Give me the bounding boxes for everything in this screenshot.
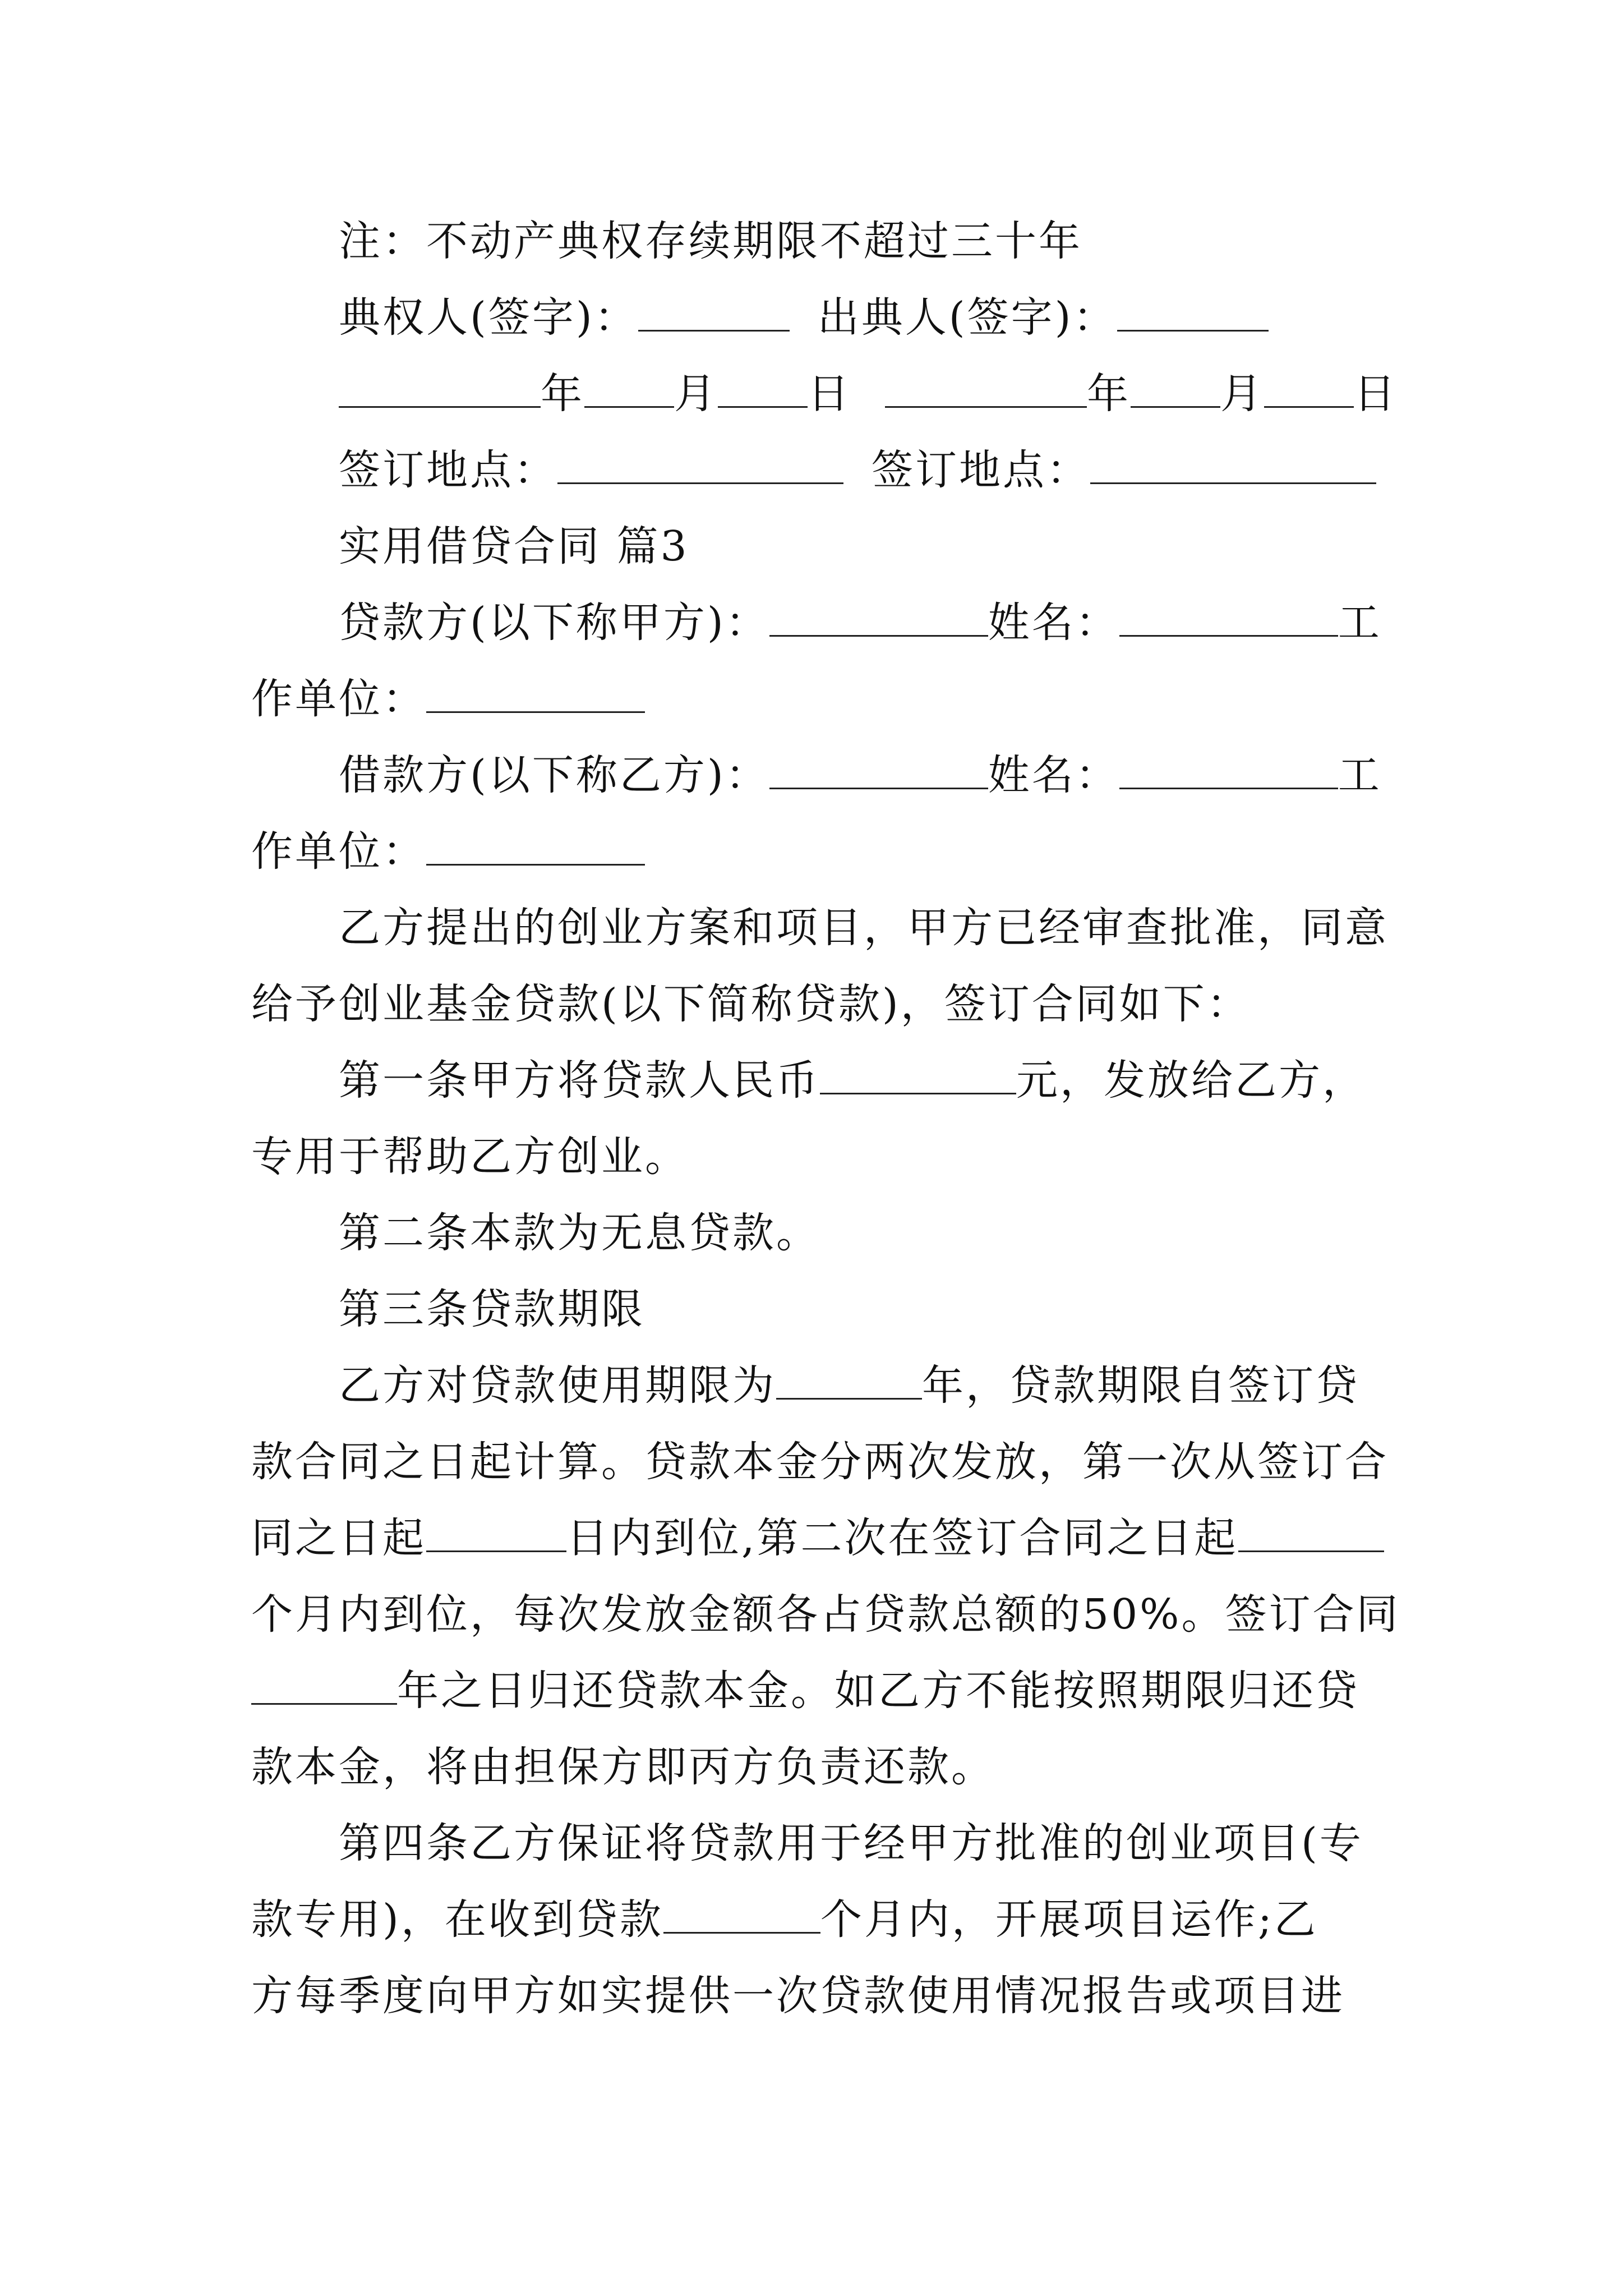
article-4-line-2 <box>251 1892 1384 1948</box>
first-release-days-blank[interactable] <box>426 1516 566 1552</box>
section-title <box>339 518 1384 574</box>
borrower-blank[interactable] <box>769 753 988 789</box>
art3-text-5b: 年之日归还贷款本金。如乙方不能按照期限归还贷 <box>397 1667 1359 1715</box>
art1-text-a: 第一条甲方将贷款人民币 <box>339 1056 820 1105</box>
section-title-text: 实用借贷合同 篇3 <box>339 522 689 570</box>
date-year-label-1: 年 <box>541 370 584 418</box>
borrower-name-label: 姓名： <box>988 751 1119 799</box>
lender-work-blank[interactable] <box>426 677 645 713</box>
lender-work-unit-a: 工 <box>1338 599 1382 647</box>
note-text: 注：不动产典权存续期限不超过三十年 <box>339 217 1082 265</box>
article-4-line-1 <box>339 1815 1384 1871</box>
place-label-2: 签订地点： <box>872 446 1090 494</box>
place-blank-1[interactable] <box>557 448 843 484</box>
holder-sign-blank[interactable] <box>638 295 790 332</box>
second-release-months-blank[interactable] <box>1238 1516 1384 1552</box>
lender-work-line <box>251 671 1384 727</box>
loan-amount-blank[interactable] <box>820 1058 1016 1094</box>
art3-title-text: 第三条贷款期限 <box>339 1285 645 1333</box>
article-3-line-6 <box>251 1739 1384 1795</box>
article-3-line-5 <box>251 1663 1384 1719</box>
art4-text-1: 第四条乙方保证将贷款用于经甲方批准的创业项目(专 <box>339 1819 1363 1867</box>
borrower-line <box>339 747 1384 803</box>
art3-text-2: 款合同之日起计算。贷款本金分两次发放，第一次从签订合 <box>251 1438 1389 1486</box>
date-day-label-1: 日 <box>808 370 851 418</box>
art1-text-b: 元，发放给乙方， <box>1016 1056 1366 1105</box>
art4-text-2a: 款专用)，在收到贷款 <box>251 1895 663 1944</box>
art3-text-3b: 日内到位,第二次在签订合同之日起 <box>566 1514 1238 1562</box>
intro-text-2: 给予创业基金贷款(以下简称贷款)，签订合同如下： <box>251 980 1251 1028</box>
intro-line-1 <box>339 900 1389 956</box>
article-1-line-1 <box>339 1052 1384 1108</box>
lender-work-unit-b: 作单位： <box>251 675 426 723</box>
article-3-line-2 <box>251 1434 1389 1490</box>
borrower-work-unit-a: 工 <box>1338 751 1382 799</box>
date-month-label-1: 月 <box>674 370 718 418</box>
art1-text-c: 专用于帮助乙方创业。 <box>251 1133 689 1181</box>
lender-label: 贷款方(以下称甲方)： <box>339 599 769 647</box>
art4-text-3: 方每季度向甲方如实提供一次贷款使用情况报告或项目进 <box>251 1972 1345 2020</box>
lender-line <box>339 595 1384 651</box>
date-day-blank-1[interactable] <box>718 371 808 408</box>
borrower-name-blank[interactable] <box>1119 753 1338 789</box>
article-1-line-2 <box>251 1129 1384 1185</box>
repay-years-blank[interactable] <box>251 1668 397 1705</box>
date-year-blank-1[interactable] <box>339 371 541 408</box>
art2-text: 第二条本款为无息贷款。 <box>339 1209 820 1257</box>
date-month-label-2: 月 <box>1220 370 1264 418</box>
article-4-line-3 <box>251 1968 1384 2024</box>
borrower-work-line <box>251 823 1384 880</box>
date-month-blank-2[interactable] <box>1131 371 1220 408</box>
borrower-label: 借款方(以下称乙方)： <box>339 751 769 799</box>
lender-name-label: 姓名： <box>988 599 1119 647</box>
pledgor-sign-label: 出典人(签字)： <box>817 293 1117 342</box>
art3-text-4: 个月内到位，每次发放金额各占贷款总额的50%。签订合同 <box>251 1590 1400 1639</box>
signature-line <box>339 289 1384 346</box>
place-label-1: 签订地点： <box>339 446 557 494</box>
date-month-blank-1[interactable] <box>584 371 674 408</box>
borrower-work-unit-b: 作单位： <box>251 827 426 876</box>
holder-sign-label: 典权人(签字)： <box>339 293 638 342</box>
article-3-line-4 <box>251 1586 1400 1642</box>
note-line <box>339 213 1384 269</box>
place-line <box>339 442 1384 498</box>
place-blank-2[interactable] <box>1090 448 1376 484</box>
date-day-label-2: 日 <box>1354 370 1398 418</box>
art3-text-1b: 年，贷款期限自签订贷 <box>922 1361 1359 1410</box>
article-3-title <box>339 1281 1384 1337</box>
lender-blank[interactable] <box>769 600 988 637</box>
lender-name-blank[interactable] <box>1119 600 1338 637</box>
project-start-months-blank[interactable] <box>663 1897 820 1934</box>
article-3-line-3 <box>251 1510 1384 1566</box>
date-day-blank-2[interactable] <box>1264 371 1354 408</box>
intro-line-2 <box>251 976 1384 1032</box>
intro-text-1: 乙方提出的创业方案和项目，甲方已经审查批准，同意 <box>339 904 1389 952</box>
article-3-line-1 <box>339 1358 1384 1414</box>
pledgor-sign-blank[interactable] <box>1117 295 1269 332</box>
art4-text-2b: 个月内，开展项目运作;乙 <box>820 1895 1318 1944</box>
date-year-label-2: 年 <box>1087 370 1131 418</box>
date-year-blank-2[interactable] <box>885 371 1087 408</box>
art3-text-1a: 乙方对贷款使用期限为 <box>339 1361 776 1410</box>
art3-text-3a: 同之日起 <box>251 1514 426 1562</box>
loan-term-blank[interactable] <box>776 1363 922 1400</box>
borrower-work-blank[interactable] <box>426 829 645 866</box>
art3-text-6: 款本金，将由担保方即丙方负责还款。 <box>251 1743 995 1791</box>
article-2-line <box>339 1205 1384 1261</box>
date-line <box>339 366 1398 422</box>
